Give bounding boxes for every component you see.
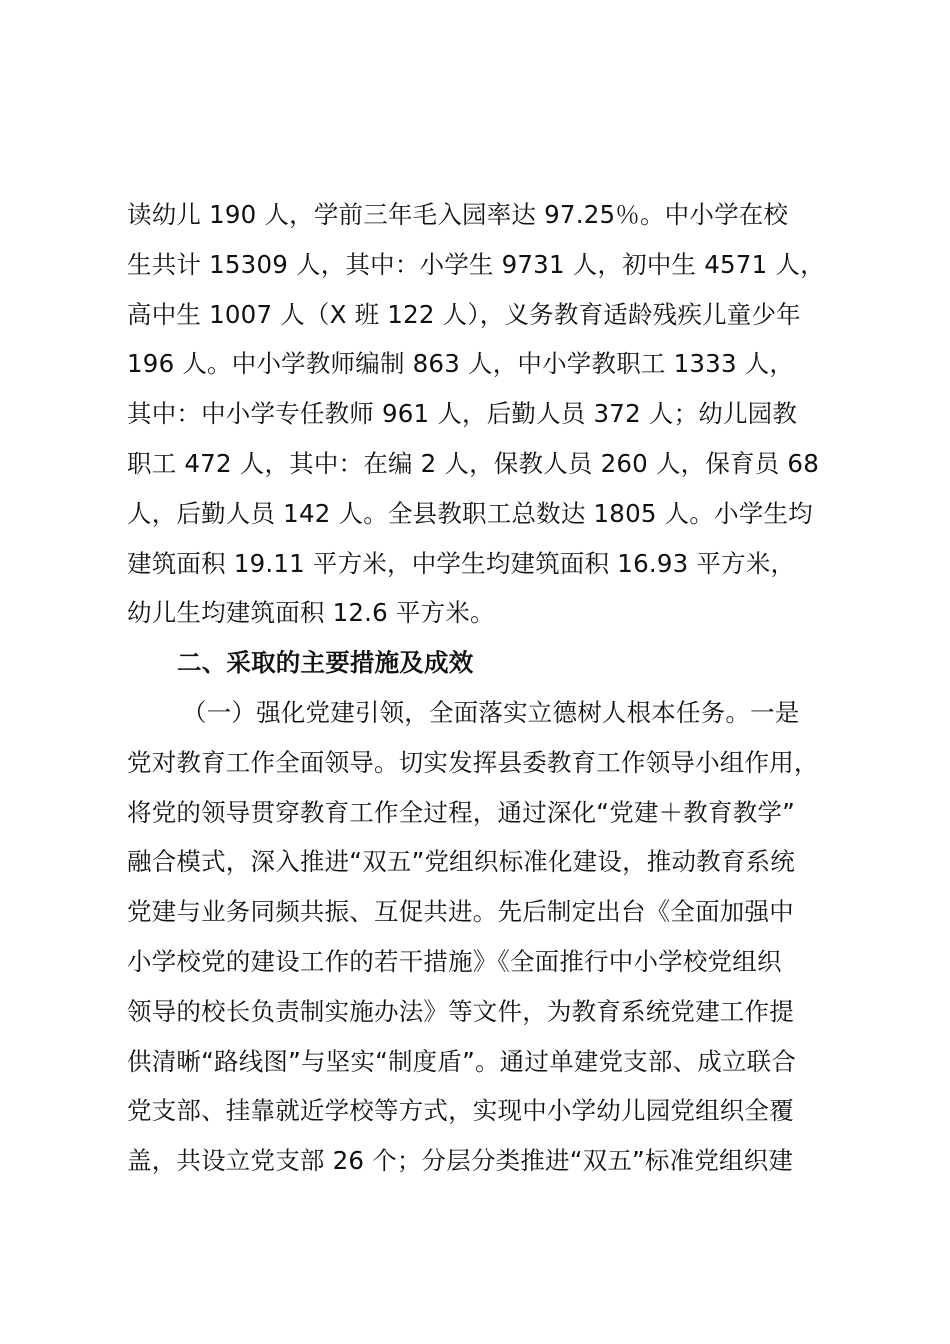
document-body xyxy=(127,190,857,1186)
text-line-16: 小学校党的建设工作的若干措施》《全面推行中小学校党组织 xyxy=(127,946,782,976)
text-line-17: 领导的校长负责制实施办法》等文件，为教育系统党建工作提 xyxy=(127,996,794,1026)
text-line-12: 党对教育工作全面领导。切实发挥县委教育工作领导小组作用， xyxy=(127,747,819,777)
text-line-13: 将党的领导贯穿教育工作全过程，通过深化“党建＋教育教学” xyxy=(127,797,795,827)
text-line-4: 196 人。中小学教师编制 863 人，中小学教职工 1333 人， xyxy=(127,349,795,379)
text-line-11: （一）强化党建引领，全面落实立德树人根本任务。一是 xyxy=(182,697,800,727)
text-line-14: 融合模式，深入推进“双五”党组织标准化建设，推动教育系统 xyxy=(127,847,795,877)
text-line-6: 职工 472 人，其中：在编 2 人，保教人员 260 人，保育员 68 xyxy=(127,448,820,478)
text-line-18: 供清晰“路线图”与坚实“制度盾”。通过单建党支部、成立联合 xyxy=(127,1046,797,1076)
section-heading: 二、采取的主要措施及成效 xyxy=(177,648,474,678)
text-line-2: 生共计 15309 人，其中：小学生 9731 人，初中生 4571 人， xyxy=(127,249,825,279)
text-line-1: 读幼儿 190 人，学前三年毛入园率达 97.25％。中小学在校 xyxy=(127,200,789,229)
text-line-19: 党支部、挂靠就近学校等方式，实现中小学幼儿园党组织全覆 xyxy=(127,1096,794,1126)
text-line-9: 幼儿生均建筑面积 12.6 平方米。 xyxy=(127,598,495,628)
text-line-20: 盖，共设立党支部 26 个；分层分类推进“双五”标准党组织建 xyxy=(127,1146,794,1176)
text-line-8: 建筑面积 19.11 平方米，中学生均建筑面积 16.93 平方米， xyxy=(127,548,796,578)
text-line-3: 高中生 1007 人（X 班 122 人），义务教育适龄残疾儿童少年 xyxy=(127,299,801,329)
text-line-7: 人，后勤人员 142 人。全县教职工总数达 1805 人。小学生均 xyxy=(127,498,813,528)
text-line-5: 其中：中小学专任教师 961 人，后勤人员 372 人；幼儿园教 xyxy=(127,399,798,429)
text-line-15: 党建与业务同频共振、互促共进。先后制定出台《全面加强中 xyxy=(127,897,794,927)
